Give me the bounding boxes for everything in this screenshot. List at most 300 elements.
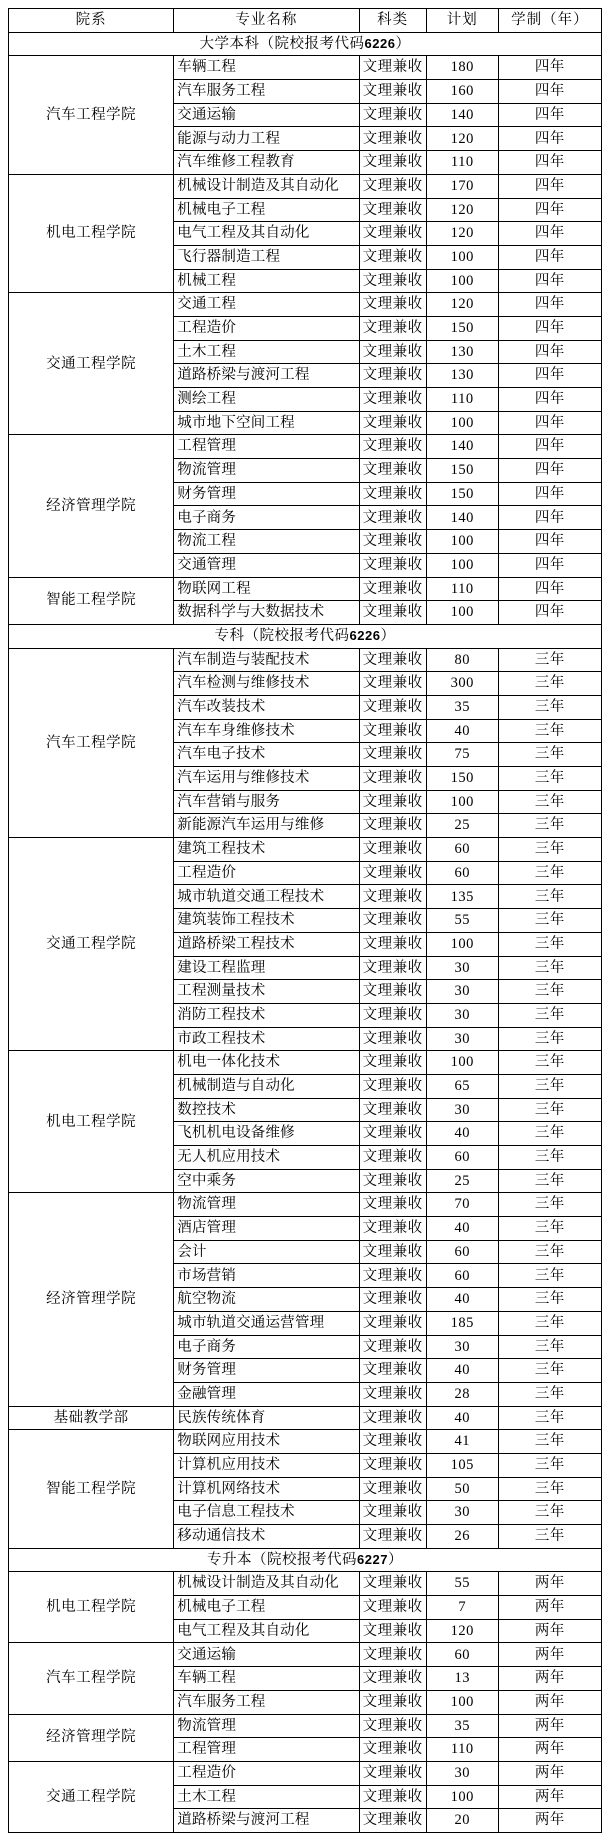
- duration-cell: 三年: [498, 1288, 601, 1312]
- category-cell: 文理兼收: [359, 695, 426, 719]
- header-row: [9, 9, 602, 33]
- duration-cell: 四年: [498, 80, 601, 104]
- major-cell: 交通运输: [174, 1643, 359, 1667]
- category-cell: 文理兼收: [359, 838, 426, 862]
- plan-cell: 35: [426, 1714, 498, 1738]
- section-header-row: [9, 1548, 602, 1572]
- plan-cell: 100: [426, 269, 498, 293]
- duration-cell: 四年: [498, 151, 601, 175]
- major-cell: 道路桥梁工程技术: [174, 932, 359, 956]
- duration-cell: 三年: [498, 1453, 601, 1477]
- major-cell: 机械设计制造及其自动化: [174, 1572, 359, 1596]
- major-cell: 航空物流: [174, 1288, 359, 1312]
- category-cell: 文理兼收: [359, 293, 426, 317]
- major-cell: 土木工程: [174, 1785, 359, 1809]
- table-row: [9, 1761, 602, 1785]
- major-cell: 机电一体化技术: [174, 1051, 359, 1075]
- duration-cell: 两年: [498, 1619, 601, 1643]
- category-cell: 文理兼收: [359, 245, 426, 269]
- duration-cell: 两年: [498, 1596, 601, 1620]
- plan-cell: 60: [426, 1146, 498, 1170]
- plan-cell: 20: [426, 1809, 498, 1833]
- duration-cell: 三年: [498, 1311, 601, 1335]
- category-cell: 文理兼收: [359, 1003, 426, 1027]
- category-cell: 文理兼收: [359, 1359, 426, 1383]
- category-cell: 文理兼收: [359, 743, 426, 767]
- duration-cell: 三年: [498, 861, 601, 885]
- duration-cell: 两年: [498, 1714, 601, 1738]
- major-cell: 土木工程: [174, 340, 359, 364]
- major-cell: 交通工程: [174, 293, 359, 317]
- plan-cell: 25: [426, 1169, 498, 1193]
- major-cell: 测绘工程: [174, 388, 359, 412]
- major-cell: 数控技术: [174, 1098, 359, 1122]
- table-row: [9, 577, 602, 601]
- duration-cell: 三年: [498, 956, 601, 980]
- plan-cell: 30: [426, 1335, 498, 1359]
- major-cell: 物联网工程: [174, 577, 359, 601]
- duration-cell: 三年: [498, 909, 601, 933]
- major-cell: 空中乘务: [174, 1169, 359, 1193]
- major-cell: 电气工程及其自动化: [174, 222, 359, 246]
- duration-cell: 四年: [498, 56, 601, 80]
- category-cell: 文理兼收: [359, 1146, 426, 1170]
- plan-cell: 150: [426, 767, 498, 791]
- category-cell: 文理兼收: [359, 1761, 426, 1785]
- duration-cell: 三年: [498, 1027, 601, 1051]
- category-cell: 文理兼收: [359, 1667, 426, 1691]
- category-cell: 文理兼收: [359, 1477, 426, 1501]
- category-cell: 文理兼收: [359, 269, 426, 293]
- plan-cell: 180: [426, 56, 498, 80]
- plan-cell: 170: [426, 174, 498, 198]
- duration-cell: 四年: [498, 435, 601, 459]
- plan-cell: 60: [426, 1240, 498, 1264]
- column-header-major: 专业名称: [174, 9, 359, 33]
- duration-cell: 四年: [498, 245, 601, 269]
- table-row: [9, 1572, 602, 1596]
- plan-cell: 40: [426, 1122, 498, 1146]
- duration-cell: 四年: [498, 553, 601, 577]
- plan-cell: 65: [426, 1074, 498, 1098]
- plan-cell: 30: [426, 1003, 498, 1027]
- duration-cell: 三年: [498, 719, 601, 743]
- major-cell: 电子商务: [174, 506, 359, 530]
- duration-cell: 四年: [498, 482, 601, 506]
- major-cell: 车辆工程: [174, 1667, 359, 1691]
- category-cell: 文理兼收: [359, 553, 426, 577]
- major-cell: 道路桥梁与渡河工程: [174, 1809, 359, 1833]
- major-cell: 消防工程技术: [174, 1003, 359, 1027]
- duration-cell: 四年: [498, 340, 601, 364]
- major-cell: 电子商务: [174, 1335, 359, 1359]
- plan-cell: 28: [426, 1382, 498, 1406]
- category-cell: 文理兼收: [359, 103, 426, 127]
- category-cell: 文理兼收: [359, 1453, 426, 1477]
- major-cell: 市政工程技术: [174, 1027, 359, 1051]
- category-cell: 文理兼收: [359, 1264, 426, 1288]
- plan-cell: 120: [426, 293, 498, 317]
- major-cell: 电气工程及其自动化: [174, 1619, 359, 1643]
- plan-cell: 110: [426, 151, 498, 175]
- department-cell: 机电工程学院: [9, 1572, 174, 1643]
- plan-cell: 55: [426, 909, 498, 933]
- department-cell: 智能工程学院: [9, 577, 174, 624]
- duration-cell: 三年: [498, 1122, 601, 1146]
- duration-cell: 四年: [498, 316, 601, 340]
- major-cell: 机械设计制造及其自动化: [174, 174, 359, 198]
- table-row: [9, 1051, 602, 1075]
- major-cell: 汽车运用与维修技术: [174, 767, 359, 791]
- plan-cell: 100: [426, 553, 498, 577]
- duration-cell: 两年: [498, 1667, 601, 1691]
- duration-cell: 三年: [498, 1359, 601, 1383]
- department-cell: 汽车工程学院: [9, 1643, 174, 1714]
- duration-cell: 三年: [498, 1382, 601, 1406]
- duration-cell: 三年: [498, 1217, 601, 1241]
- major-cell: 工程造价: [174, 861, 359, 885]
- category-cell: 文理兼收: [359, 719, 426, 743]
- department-cell: 经济管理学院: [9, 1193, 174, 1406]
- major-cell: 汽车制造与装配技术: [174, 648, 359, 672]
- major-cell: 车辆工程: [174, 56, 359, 80]
- major-cell: 汽车服务工程: [174, 80, 359, 104]
- department-cell: 机电工程学院: [9, 1051, 174, 1193]
- plan-cell: 7: [426, 1596, 498, 1620]
- category-cell: 文理兼收: [359, 1619, 426, 1643]
- duration-cell: 两年: [498, 1785, 601, 1809]
- duration-cell: 三年: [498, 1098, 601, 1122]
- category-cell: 文理兼收: [359, 174, 426, 198]
- category-cell: 文理兼收: [359, 672, 426, 696]
- section-code: 6227: [357, 1551, 388, 1567]
- plan-cell: 100: [426, 601, 498, 625]
- duration-cell: 四年: [498, 459, 601, 483]
- category-cell: 文理兼收: [359, 435, 426, 459]
- plan-cell: 100: [426, 530, 498, 554]
- duration-cell: 三年: [498, 1477, 601, 1501]
- category-cell: 文理兼收: [359, 1643, 426, 1667]
- duration-cell: 三年: [498, 980, 601, 1004]
- plan-cell: 135: [426, 885, 498, 909]
- major-cell: 建设工程监理: [174, 956, 359, 980]
- major-cell: 飞行器制造工程: [174, 245, 359, 269]
- department-cell: 基础教学部: [9, 1406, 174, 1430]
- category-cell: 文理兼收: [359, 364, 426, 388]
- major-cell: 汽车服务工程: [174, 1690, 359, 1714]
- major-cell: 移动通信技术: [174, 1525, 359, 1549]
- plan-cell: 120: [426, 1619, 498, 1643]
- department-cell: 机电工程学院: [9, 174, 174, 292]
- plan-cell: 100: [426, 245, 498, 269]
- major-cell: 物流管理: [174, 1714, 359, 1738]
- major-cell: 物流工程: [174, 530, 359, 554]
- duration-cell: 四年: [498, 411, 601, 435]
- duration-cell: 四年: [498, 364, 601, 388]
- category-cell: 文理兼收: [359, 198, 426, 222]
- duration-cell: 两年: [498, 1572, 601, 1596]
- duration-cell: 四年: [498, 601, 601, 625]
- duration-cell: 四年: [498, 127, 601, 151]
- duration-cell: 三年: [498, 885, 601, 909]
- category-cell: 文理兼收: [359, 956, 426, 980]
- plan-cell: 60: [426, 838, 498, 862]
- plan-cell: 100: [426, 932, 498, 956]
- category-cell: 文理兼收: [359, 1288, 426, 1312]
- duration-cell: 三年: [498, 1430, 601, 1454]
- category-cell: 文理兼收: [359, 56, 426, 80]
- duration-cell: 三年: [498, 1146, 601, 1170]
- major-cell: 计算机网络技术: [174, 1477, 359, 1501]
- department-cell: 交通工程学院: [9, 293, 174, 435]
- duration-cell: 四年: [498, 577, 601, 601]
- duration-cell: 三年: [498, 838, 601, 862]
- plan-cell: 50: [426, 1477, 498, 1501]
- category-cell: 文理兼收: [359, 151, 426, 175]
- section-title: 大学本科（院校报考代码6226）: [9, 32, 602, 56]
- category-cell: 文理兼收: [359, 1335, 426, 1359]
- table-row: [9, 1643, 602, 1667]
- plan-cell: 160: [426, 80, 498, 104]
- category-cell: 文理兼收: [359, 1240, 426, 1264]
- category-cell: 文理兼收: [359, 482, 426, 506]
- plan-cell: 120: [426, 198, 498, 222]
- plan-cell: 150: [426, 482, 498, 506]
- category-cell: 文理兼收: [359, 80, 426, 104]
- duration-cell: 三年: [498, 1193, 601, 1217]
- major-cell: 市场营销: [174, 1264, 359, 1288]
- major-cell: 机械电子工程: [174, 1596, 359, 1620]
- category-cell: 文理兼收: [359, 648, 426, 672]
- plan-cell: 185: [426, 1311, 498, 1335]
- major-cell: 汽车营销与服务: [174, 790, 359, 814]
- category-cell: 文理兼收: [359, 316, 426, 340]
- major-cell: 物流管理: [174, 459, 359, 483]
- plan-cell: 30: [426, 980, 498, 1004]
- plan-cell: 60: [426, 1643, 498, 1667]
- plan-cell: 150: [426, 459, 498, 483]
- category-cell: 文理兼收: [359, 1098, 426, 1122]
- department-cell: 智能工程学院: [9, 1430, 174, 1548]
- duration-cell: 三年: [498, 743, 601, 767]
- plan-cell: 100: [426, 1785, 498, 1809]
- plan-cell: 110: [426, 577, 498, 601]
- major-cell: 工程管理: [174, 435, 359, 459]
- category-cell: 文理兼收: [359, 1382, 426, 1406]
- category-cell: 文理兼收: [359, 1193, 426, 1217]
- plan-cell: 30: [426, 956, 498, 980]
- plan-cell: 140: [426, 103, 498, 127]
- section-code: 6226: [364, 35, 396, 51]
- major-cell: 能源与动力工程: [174, 127, 359, 151]
- plan-cell: 30: [426, 1501, 498, 1525]
- duration-cell: 三年: [498, 1074, 601, 1098]
- duration-cell: 四年: [498, 293, 601, 317]
- major-cell: 工程管理: [174, 1738, 359, 1762]
- enrollment-plan-table: [8, 8, 602, 1833]
- table-row: [9, 1714, 602, 1738]
- plan-cell: 25: [426, 814, 498, 838]
- department-cell: 汽车工程学院: [9, 648, 174, 838]
- category-cell: 文理兼收: [359, 1430, 426, 1454]
- plan-cell: 130: [426, 364, 498, 388]
- duration-cell: 三年: [498, 814, 601, 838]
- major-cell: 工程造价: [174, 1761, 359, 1785]
- duration-cell: 三年: [498, 1406, 601, 1430]
- major-cell: 会计: [174, 1240, 359, 1264]
- duration-cell: 三年: [498, 648, 601, 672]
- duration-cell: 三年: [498, 1051, 601, 1075]
- plan-cell: 100: [426, 411, 498, 435]
- department-cell: 经济管理学院: [9, 1714, 174, 1761]
- major-cell: 汽车维修工程教育: [174, 151, 359, 175]
- section-header-row: [9, 624, 602, 648]
- category-cell: 文理兼收: [359, 127, 426, 151]
- duration-cell: 三年: [498, 767, 601, 791]
- major-cell: 汽车电子技术: [174, 743, 359, 767]
- plan-cell: 120: [426, 222, 498, 246]
- major-cell: 酒店管理: [174, 1217, 359, 1241]
- category-cell: 文理兼收: [359, 1525, 426, 1549]
- category-cell: 文理兼收: [359, 1785, 426, 1809]
- category-cell: 文理兼收: [359, 909, 426, 933]
- plan-cell: 40: [426, 1288, 498, 1312]
- duration-cell: 四年: [498, 388, 601, 412]
- major-cell: 工程造价: [174, 316, 359, 340]
- duration-cell: 两年: [498, 1761, 601, 1785]
- category-cell: 文理兼收: [359, 1809, 426, 1833]
- duration-cell: 四年: [498, 198, 601, 222]
- category-cell: 文理兼收: [359, 1690, 426, 1714]
- table-row: [9, 1193, 602, 1217]
- major-cell: 建筑装饰工程技术: [174, 909, 359, 933]
- major-cell: 金融管理: [174, 1382, 359, 1406]
- plan-cell: 70: [426, 1193, 498, 1217]
- category-cell: 文理兼收: [359, 1169, 426, 1193]
- plan-cell: 105: [426, 1453, 498, 1477]
- major-cell: 交通管理: [174, 553, 359, 577]
- category-cell: 文理兼收: [359, 577, 426, 601]
- major-cell: 交通运输: [174, 103, 359, 127]
- category-cell: 文理兼收: [359, 1027, 426, 1051]
- plan-cell: 35: [426, 695, 498, 719]
- plan-cell: 40: [426, 1359, 498, 1383]
- category-cell: 文理兼收: [359, 506, 426, 530]
- duration-cell: 三年: [498, 790, 601, 814]
- major-cell: 财务管理: [174, 482, 359, 506]
- major-cell: 数据科学与大数据技术: [174, 601, 359, 625]
- duration-cell: 四年: [498, 506, 601, 530]
- category-cell: 文理兼收: [359, 932, 426, 956]
- category-cell: 文理兼收: [359, 1406, 426, 1430]
- department-cell: 交通工程学院: [9, 838, 174, 1051]
- category-cell: 文理兼收: [359, 411, 426, 435]
- major-cell: 建筑工程技术: [174, 838, 359, 862]
- duration-cell: 四年: [498, 103, 601, 127]
- category-cell: 文理兼收: [359, 1596, 426, 1620]
- section-title: 专科（院校报考代码6226）: [9, 624, 602, 648]
- category-cell: 文理兼收: [359, 1714, 426, 1738]
- category-cell: 文理兼收: [359, 1501, 426, 1525]
- table-row: [9, 648, 602, 672]
- plan-cell: 150: [426, 316, 498, 340]
- category-cell: 文理兼收: [359, 1074, 426, 1098]
- duration-cell: 三年: [498, 1169, 601, 1193]
- plan-cell: 130: [426, 340, 498, 364]
- table-row: [9, 56, 602, 80]
- plan-cell: 110: [426, 388, 498, 412]
- category-cell: 文理兼收: [359, 388, 426, 412]
- plan-cell: 30: [426, 1027, 498, 1051]
- column-header-department: 院系: [9, 9, 174, 33]
- duration-cell: 两年: [498, 1738, 601, 1762]
- plan-cell: 41: [426, 1430, 498, 1454]
- duration-cell: 三年: [498, 695, 601, 719]
- duration-cell: 两年: [498, 1643, 601, 1667]
- plan-cell: 30: [426, 1761, 498, 1785]
- duration-cell: 三年: [498, 1003, 601, 1027]
- department-cell: 汽车工程学院: [9, 56, 174, 174]
- major-cell: 计算机应用技术: [174, 1453, 359, 1477]
- major-cell: 城市轨道交通工程技术: [174, 885, 359, 909]
- table-body: [9, 32, 602, 1832]
- plan-cell: 60: [426, 1264, 498, 1288]
- major-cell: 新能源汽车运用与维修: [174, 814, 359, 838]
- major-cell: 汽车车身维修技术: [174, 719, 359, 743]
- category-cell: 文理兼收: [359, 885, 426, 909]
- duration-cell: 三年: [498, 1240, 601, 1264]
- major-cell: 汽车改装技术: [174, 695, 359, 719]
- plan-cell: 110: [426, 1738, 498, 1762]
- plan-cell: 13: [426, 1667, 498, 1691]
- plan-cell: 26: [426, 1525, 498, 1549]
- major-cell: 城市地下空间工程: [174, 411, 359, 435]
- duration-cell: 三年: [498, 672, 601, 696]
- section-code: 6226: [349, 627, 381, 643]
- category-cell: 文理兼收: [359, 1311, 426, 1335]
- duration-cell: 四年: [498, 174, 601, 198]
- plan-cell: 100: [426, 1690, 498, 1714]
- duration-cell: 四年: [498, 269, 601, 293]
- major-cell: 民族传统体育: [174, 1406, 359, 1430]
- plan-cell: 75: [426, 743, 498, 767]
- table-header: [9, 9, 602, 33]
- duration-cell: 三年: [498, 1501, 601, 1525]
- plan-cell: 60: [426, 861, 498, 885]
- category-cell: 文理兼收: [359, 790, 426, 814]
- category-cell: 文理兼收: [359, 767, 426, 791]
- section-title: 专升本（院校报考代码6227）: [9, 1548, 602, 1572]
- category-cell: 文理兼收: [359, 1217, 426, 1241]
- major-cell: 物流管理: [174, 1193, 359, 1217]
- plan-cell: 100: [426, 790, 498, 814]
- column-header-category: 科类: [359, 9, 426, 33]
- table-row: [9, 435, 602, 459]
- major-cell: 财务管理: [174, 1359, 359, 1383]
- category-cell: 文理兼收: [359, 980, 426, 1004]
- category-cell: 文理兼收: [359, 1572, 426, 1596]
- category-cell: 文理兼收: [359, 340, 426, 364]
- duration-cell: 四年: [498, 222, 601, 246]
- duration-cell: 两年: [498, 1690, 601, 1714]
- duration-cell: 四年: [498, 530, 601, 554]
- department-cell: 交通工程学院: [9, 1761, 174, 1832]
- column-header-plan: 计划: [426, 9, 498, 33]
- plan-cell: 100: [426, 1051, 498, 1075]
- plan-cell: 40: [426, 1217, 498, 1241]
- category-cell: 文理兼收: [359, 530, 426, 554]
- plan-cell: 55: [426, 1572, 498, 1596]
